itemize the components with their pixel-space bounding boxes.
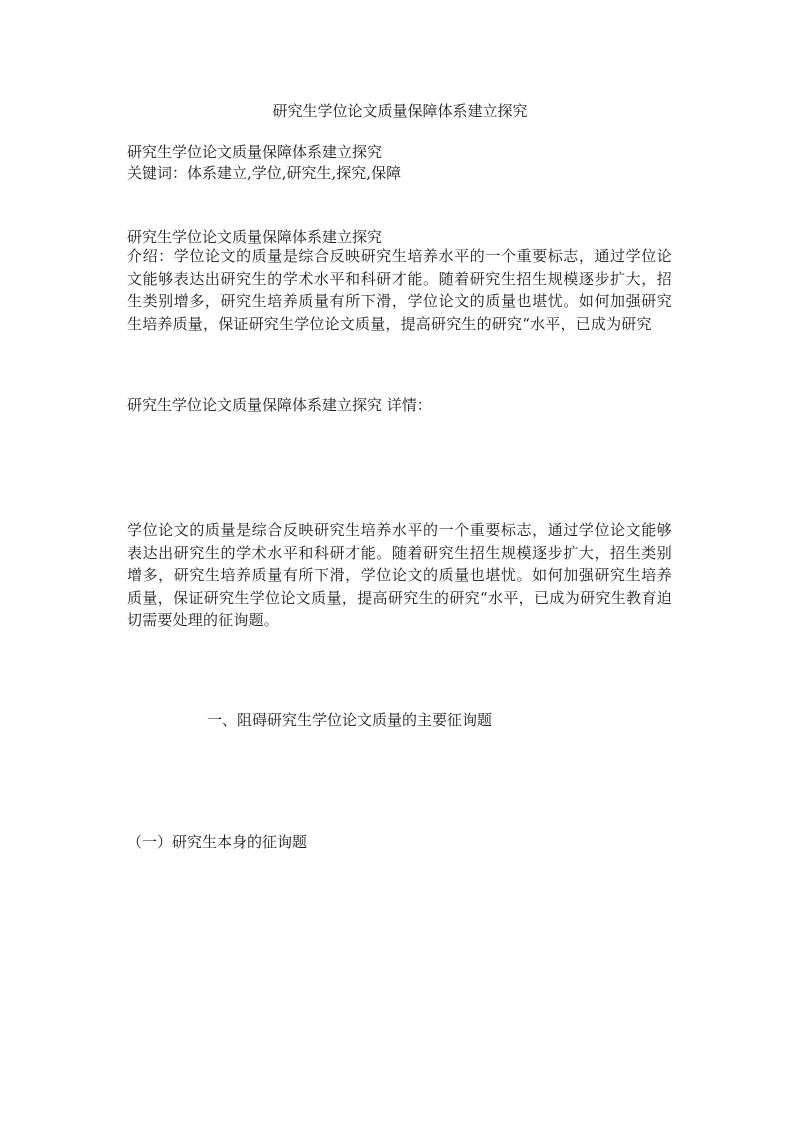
- block2-title: 研究生学位论文质量保障体系建立探究: [127, 228, 383, 246]
- details-heading: 研究生学位论文质量保障体系建立探究 详情：: [127, 396, 432, 414]
- section-heading: 一、阻碍研究生学位论文质量的主要征询题: [207, 711, 493, 729]
- keywords-line: 关键词：体系建立,学位,研究生,探究,保障: [127, 164, 402, 182]
- document-header-title: 研究生学位论文质量保障体系建立探究: [272, 102, 528, 120]
- body-paragraph: 学位论文的质量是综合反映研究生培养水平的一个重要标志，通过学位论文能够表达出研究生的学术水平和科研才能。随着研究生招生规模逐步扩大，招生类别增多，研究生培养质量有所下滑，学位论文的质量也堪忧。如何加强研究生培养质量，保证研究生学位论文质量，提高研究生的研究“水平，已成为研究生教育迫切需要处理的征询题。: [127, 521, 672, 629]
- block1-title: 研究生学位论文质量保障体系建立探究: [127, 143, 383, 161]
- intro-paragraph: 介绍：学位论文的质量是综合反映研究生培养水平的一个重要标志，通过学位论文能够表达出研究生的学术水平和科研才能。随着研究生招生规模逐步扩大，招生类别增多，研究生培养质量有所下滑，学位论文的质量也堪忧。如何加强研究生培养质量，保证研究生学位论文质量，提高研究生的研究“水平，已成为研究: [127, 247, 672, 333]
- subsection-heading: （一）研究生本身的征询题: [127, 833, 308, 851]
